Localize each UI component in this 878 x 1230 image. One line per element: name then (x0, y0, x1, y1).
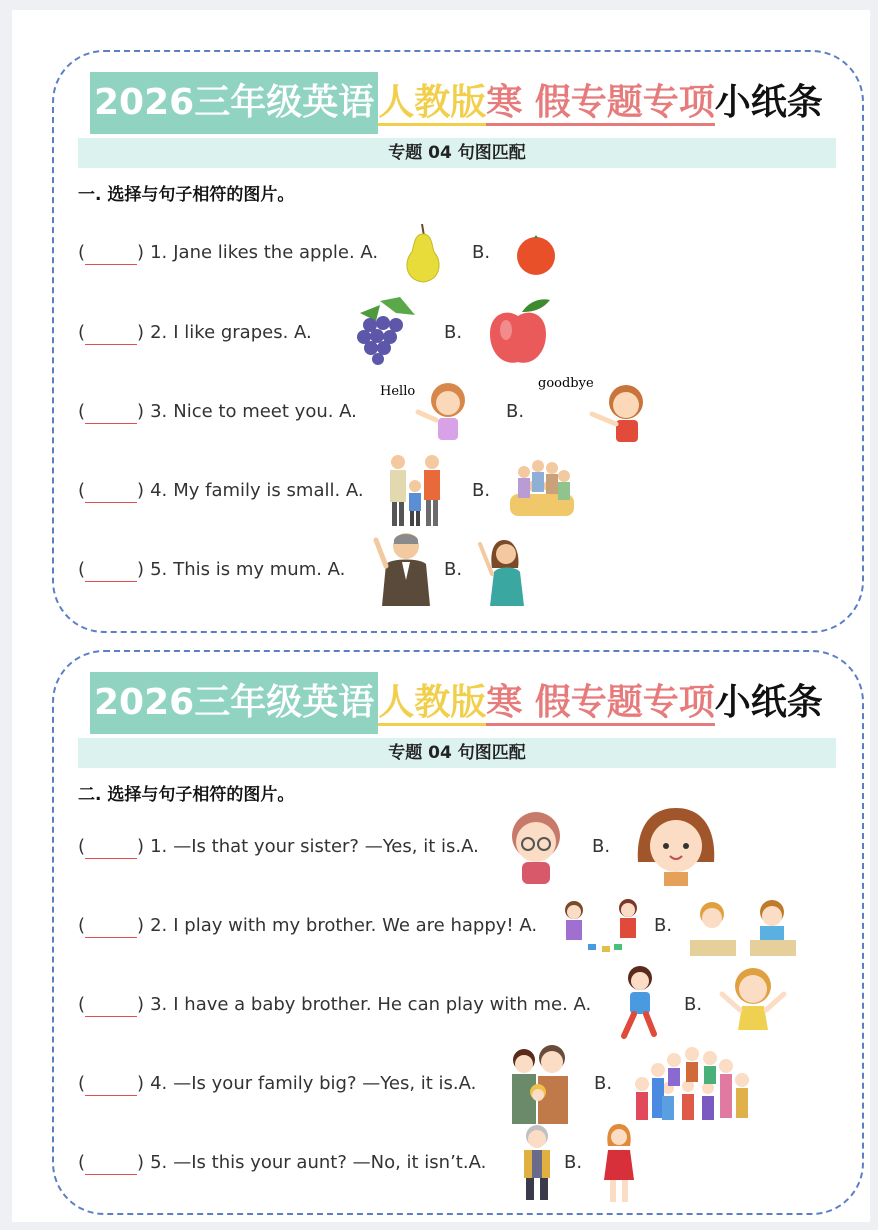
question-text: —Is this your aunt? —No, it isn’t.A. (173, 1152, 487, 1173)
worksheet-page (12, 10, 870, 1222)
kids-reading-icon[interactable] (688, 896, 798, 958)
paren-close: ) (137, 401, 145, 422)
answer-blank[interactable] (85, 832, 137, 859)
paren-close: ) (137, 322, 145, 343)
paren-open: ( (78, 1152, 86, 1173)
question-row (78, 1064, 476, 1104)
paren-close: ) (137, 242, 145, 263)
title-part-note: 小纸条 (714, 82, 823, 123)
question-number: 3. (150, 994, 168, 1015)
pear-icon[interactable] (400, 222, 446, 284)
answer-blank[interactable] (85, 476, 137, 503)
answer-blank[interactable] (85, 555, 137, 582)
option-b-label: B. (444, 559, 463, 580)
card-subtitle: 专题 04 句图匹配 (78, 738, 836, 768)
happy-girl-icon[interactable] (718, 964, 788, 1044)
paren-close: ) (137, 480, 145, 501)
question-text: I like grapes. A. (173, 322, 312, 343)
card-title (90, 72, 850, 134)
paren-open: ( (78, 242, 86, 263)
title-part-topic: 寒 假专题专项 (486, 682, 715, 726)
option-b-label: B. (472, 480, 491, 501)
small-family-icon[interactable] (384, 452, 448, 530)
question-row (78, 233, 378, 273)
girl-face-icon[interactable] (628, 804, 724, 886)
paren-open: ( (78, 836, 86, 857)
title-part-note: 小纸条 (714, 682, 823, 723)
paren-close: ) (137, 1073, 145, 1094)
option-b-label: B. (444, 322, 463, 343)
paren-close: ) (137, 1152, 145, 1173)
answer-blank[interactable] (85, 318, 137, 345)
question-row (78, 471, 364, 511)
section-heading: 二. 选择与句子相符的图片。 (78, 785, 295, 805)
worksheet-card-2 (52, 650, 864, 1215)
grapes-icon[interactable] (340, 295, 430, 367)
answer-blank[interactable] (85, 397, 137, 424)
apple-icon[interactable] (486, 296, 552, 368)
question-text: This is my mum. A. (173, 559, 346, 580)
option-b-label: B. (592, 836, 611, 857)
option-b-label: B. (594, 1073, 613, 1094)
paren-open: ( (78, 559, 86, 580)
title-part-edition: 人教版 (378, 682, 486, 726)
question-row (78, 392, 357, 432)
question-text: —Is that your sister? —Yes, it is.A. (173, 836, 479, 857)
question-row (78, 550, 345, 590)
aunt-icon[interactable] (598, 1122, 640, 1204)
title-part-grade: 2026三年级英语 (90, 72, 378, 134)
title-part-grade: 2026三年级英语 (90, 672, 378, 734)
question-text: I have a baby brother. He can play with me. A. (173, 994, 592, 1015)
option-b-label: B. (564, 1152, 583, 1173)
small-family-portrait-icon[interactable] (506, 1042, 574, 1124)
title-part-edition: 人教版 (378, 82, 486, 126)
girl-hello-icon[interactable] (414, 376, 478, 444)
question-row (78, 985, 591, 1025)
question-text: —Is your family big? —Yes, it is.A. (173, 1073, 477, 1094)
paren-close: ) (137, 994, 145, 1015)
grandpa-icon[interactable] (514, 1122, 560, 1202)
question-row (78, 827, 479, 867)
paren-open: ( (78, 401, 86, 422)
question-number: 4. (150, 480, 168, 501)
paren-close: ) (137, 559, 145, 580)
question-row (78, 1143, 486, 1183)
question-number: 5. (150, 1152, 168, 1173)
answer-blank[interactable] (85, 911, 137, 938)
option-b-label: B. (654, 915, 673, 936)
option-b-label: B. (472, 242, 491, 263)
question-text: Jane likes the apple. A. (173, 242, 379, 263)
paren-open: ( (78, 322, 86, 343)
question-text: My family is small. A. (173, 480, 364, 501)
woman-icon[interactable] (476, 536, 538, 606)
question-row (78, 313, 312, 353)
man-icon[interactable] (368, 530, 436, 606)
question-number: 3. (150, 401, 168, 422)
goodbye-caption: goodbye (538, 376, 594, 391)
question-number: 1. (150, 836, 168, 857)
orange-icon[interactable] (514, 232, 558, 276)
option-b-label: B. (684, 994, 703, 1015)
question-text: I play with my brother. We are happy! A. (173, 915, 538, 936)
question-number: 2. (150, 915, 168, 936)
question-row (78, 906, 537, 946)
boy-goodbye-icon[interactable] (586, 380, 652, 444)
title-part-topic: 寒 假专题专项 (486, 82, 715, 126)
question-number: 5. (150, 559, 168, 580)
running-boy-icon[interactable] (616, 964, 666, 1044)
answer-blank[interactable] (85, 1069, 137, 1096)
question-number: 4. (150, 1073, 168, 1094)
paren-close: ) (137, 836, 145, 857)
paren-open: ( (78, 915, 86, 936)
paren-close: ) (137, 915, 145, 936)
big-family-group-icon[interactable] (628, 1044, 758, 1124)
worksheet-card-1 (52, 50, 864, 633)
boy-glasses-icon[interactable] (506, 806, 566, 886)
answer-blank[interactable] (85, 1148, 137, 1175)
question-number: 1. (150, 242, 168, 263)
question-number: 2. (150, 322, 168, 343)
big-family-icon[interactable] (508, 454, 576, 522)
option-b-label: B. (506, 401, 525, 422)
hello-caption: Hello (380, 384, 416, 399)
question-text: Nice to meet you. A. (173, 401, 357, 422)
card-subtitle: 专题 04 句图匹配 (78, 138, 836, 168)
paren-open: ( (78, 1073, 86, 1094)
kids-playing-icon[interactable] (558, 896, 648, 956)
paren-open: ( (78, 480, 86, 501)
card-title (90, 672, 850, 734)
answer-blank[interactable] (85, 990, 137, 1017)
paren-open: ( (78, 994, 86, 1015)
answer-blank[interactable] (85, 238, 137, 265)
section-heading: 一. 选择与句子相符的图片。 (78, 185, 295, 205)
